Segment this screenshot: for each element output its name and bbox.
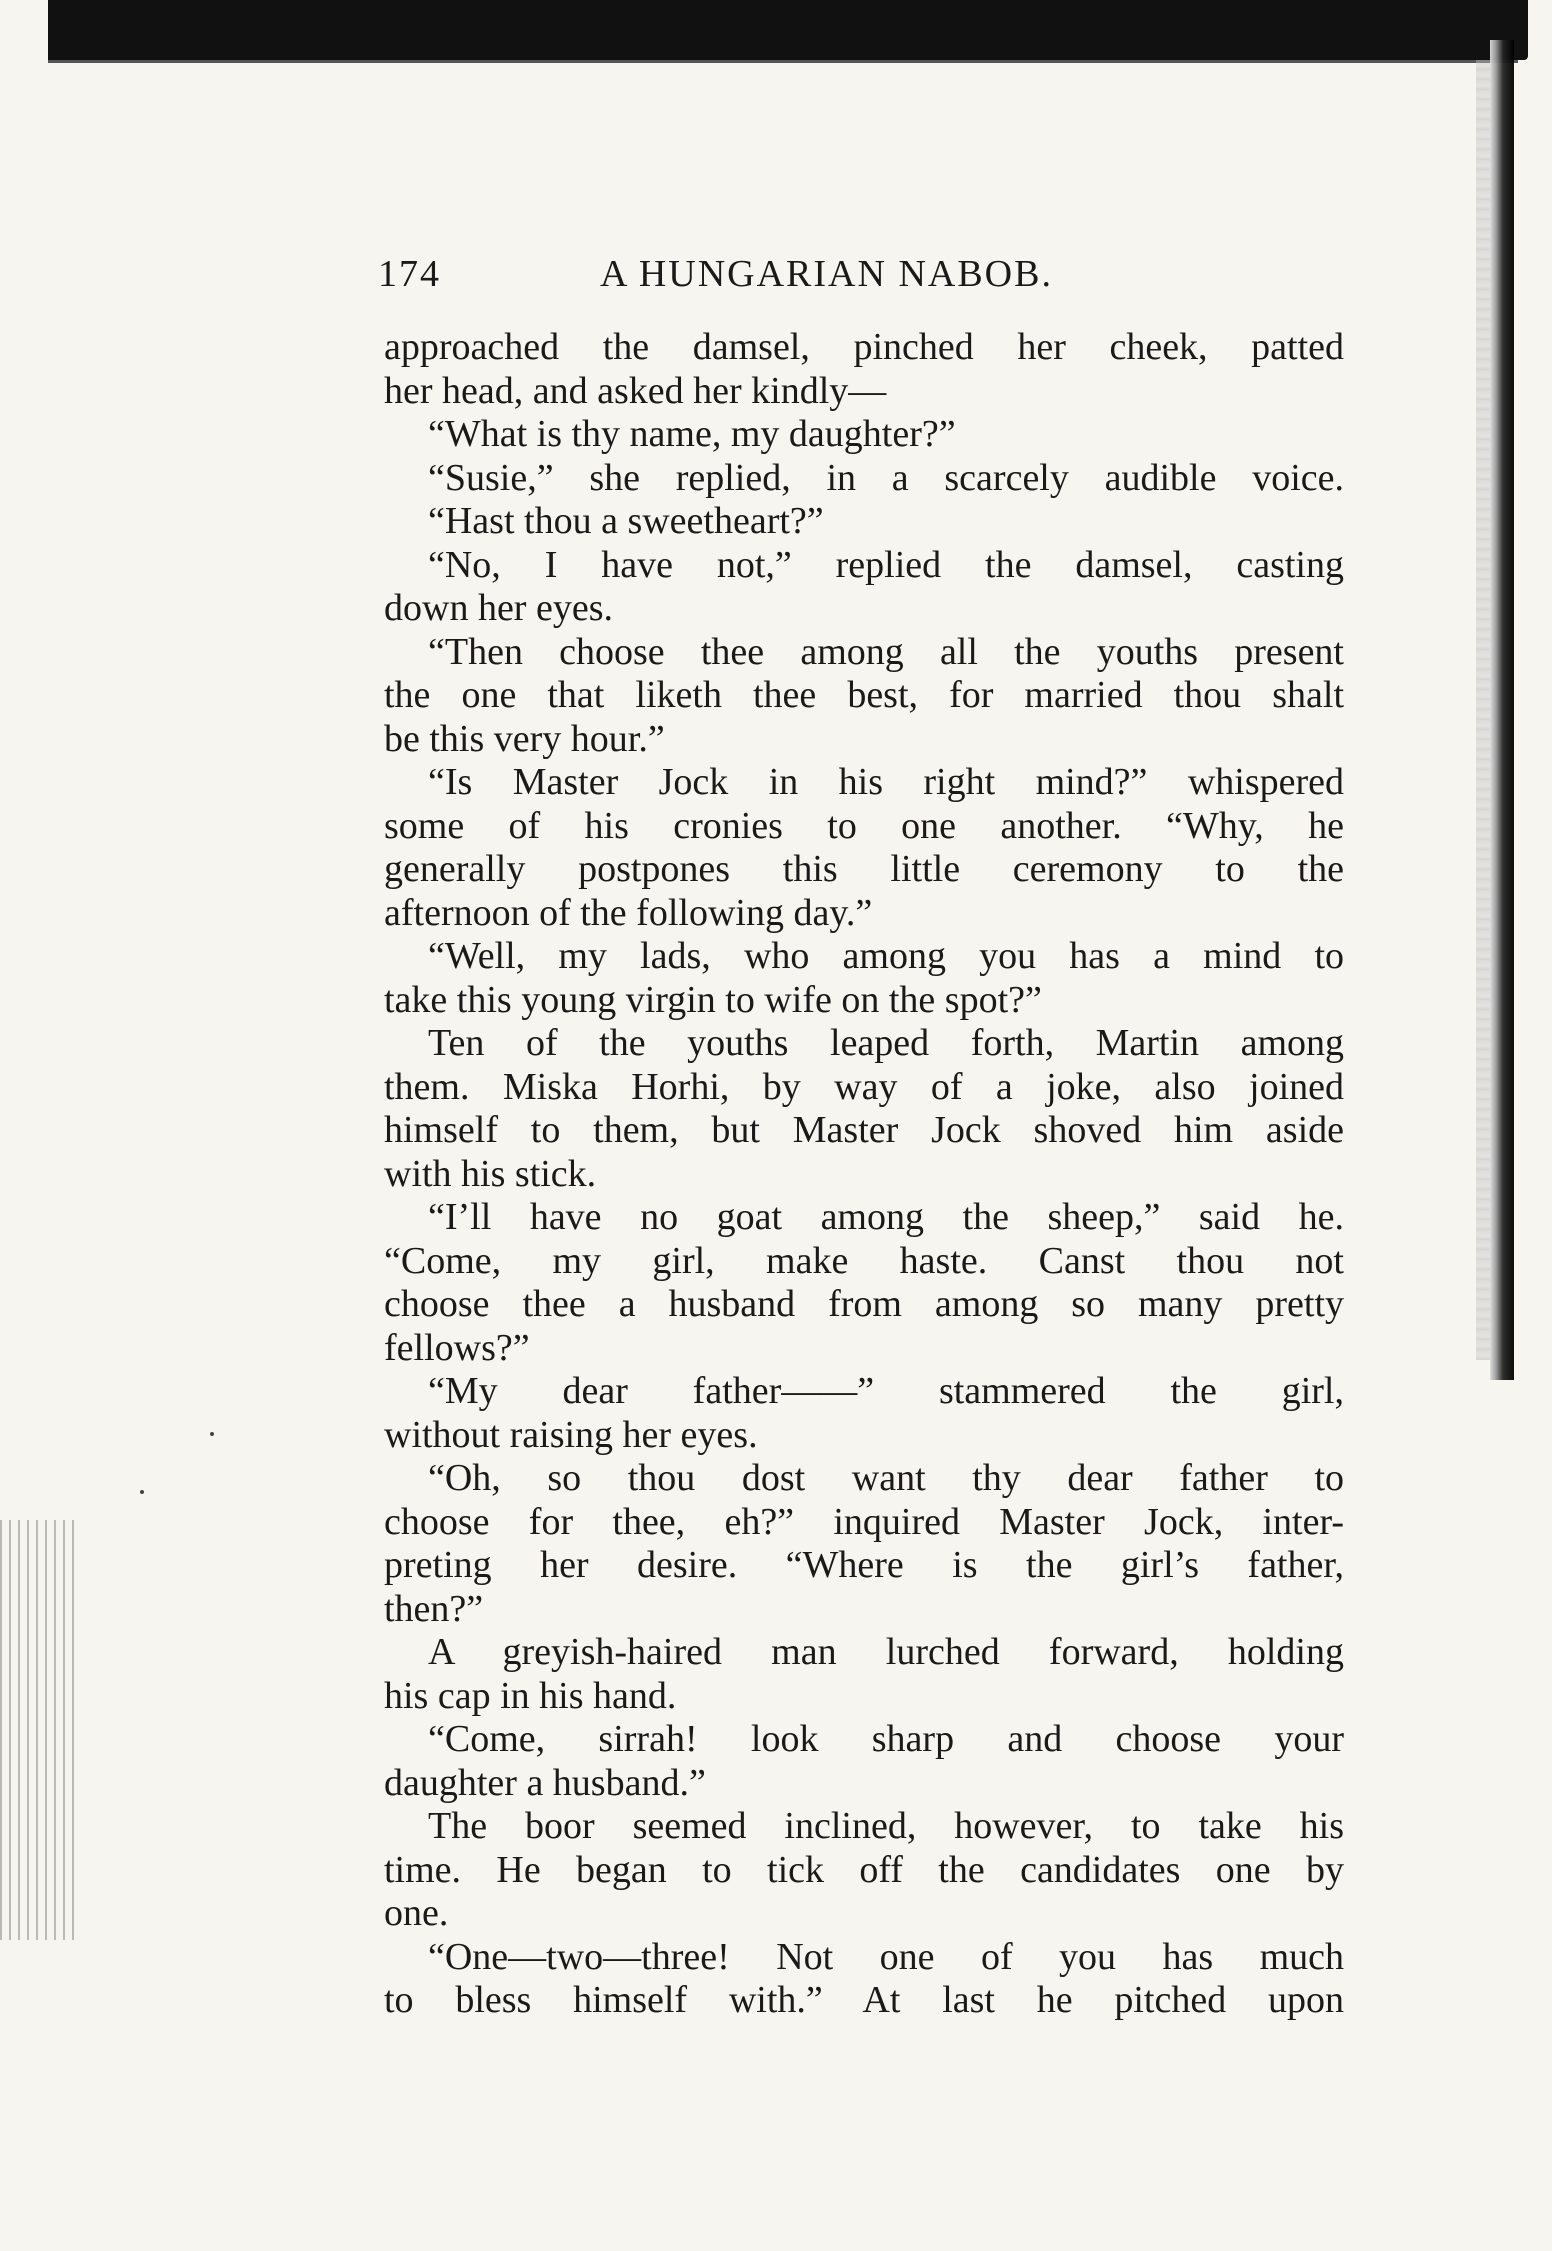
- text-line: choose thee a husband from among so many pretty: [384, 1283, 1344, 1325]
- text-line: time. He began to tick off the candidates one by: [384, 1848, 1344, 1891]
- text-line: with his stick.: [384, 1152, 597, 1195]
- text-line: them. Miska Horhi, by way of a joke, also joined: [384, 1065, 1344, 1108]
- text-line: “No, I have not,” replied the damsel, casting: [428, 543, 1344, 586]
- scan-top-border: [48, 0, 1528, 60]
- text-line: approached the damsel, pinched her cheek, patted: [384, 326, 1344, 368]
- scan-top-rule: [48, 60, 1518, 63]
- text-line: then?”: [384, 1587, 484, 1630]
- scan-right-shadow: [1476, 60, 1490, 1360]
- scan-right-edge: [1490, 40, 1514, 1380]
- text-line: fellows?”: [384, 1326, 530, 1369]
- text-line: take this young virgin to wife on the spot?”: [384, 978, 1042, 1021]
- text-line: choose for thee, eh?” inquired Master Jock, inter-: [384, 1500, 1344, 1543]
- text-line: without raising her eyes.: [384, 1413, 758, 1456]
- text-line: “Then choose thee among all the youths present: [428, 630, 1344, 673]
- text-line: generally postpones this little ceremony to the: [384, 848, 1344, 890]
- running-title: A HUNGARIAN NABOB.: [600, 253, 1053, 295]
- text-line: down her eyes.: [384, 587, 613, 629]
- text-line: “Come, my girl, make haste. Canst thou not: [384, 1239, 1344, 1282]
- text-line: “What is thy name, my daughter?”: [428, 413, 956, 455]
- text-line: be this very hour.”: [384, 717, 665, 760]
- text-line: one.: [384, 1892, 449, 1934]
- scan-speck: [210, 1432, 214, 1436]
- scan-speck: [140, 1490, 144, 1494]
- text-line: some of his cronies to one another. “Why, he: [384, 804, 1344, 847]
- text-line: A greyish-haired man lurched forward, holding: [428, 1631, 1344, 1673]
- text-line: “Susie,” she replied, in a scarcely audible voice.: [428, 456, 1344, 499]
- text-line: the one that liketh thee best, for married thou shalt: [384, 674, 1344, 716]
- text-line: “Is Master Jock in his right mind?” whispered: [428, 761, 1344, 803]
- text-line: “Oh, so thou dost want thy dear father to: [428, 1457, 1344, 1499]
- text-line: himself to them, but Master Jock shoved him aside: [384, 1109, 1344, 1151]
- page-header: [378, 252, 1344, 296]
- text-line: her head, and asked her kindly—: [384, 369, 887, 412]
- text-line: his cap in his hand.: [384, 1674, 677, 1717]
- text-line: “Hast thou a sweetheart?”: [428, 500, 824, 542]
- text-line: daughter a husband.”: [384, 1761, 706, 1804]
- text-line: Ten of the youths leaped forth, Martin among: [428, 1022, 1344, 1064]
- text-line: “My dear father——” stammered the girl,: [428, 1370, 1344, 1412]
- text-line: afternoon of the following day.”: [384, 891, 873, 934]
- text-line: to bless himself with.” At last he pitched upon: [384, 1979, 1344, 2021]
- page-number: 174: [378, 253, 441, 295]
- text-line: “One—two—three! Not one of you has much: [428, 1935, 1344, 1978]
- text-line: preting her desire. “Where is the girl’s father,: [384, 1544, 1344, 1586]
- scan-left-artifact: [0, 1520, 80, 1940]
- text-line: “Well, my lads, who among you has a mind to: [428, 935, 1344, 977]
- body-text: [384, 326, 1344, 2023]
- text-line: “Come, sirrah! look sharp and choose your: [428, 1718, 1344, 1760]
- text-line: “I’ll have no goat among the sheep,” said he.: [428, 1196, 1344, 1238]
- text-line: The boor seemed inclined, however, to take his: [428, 1805, 1344, 1847]
